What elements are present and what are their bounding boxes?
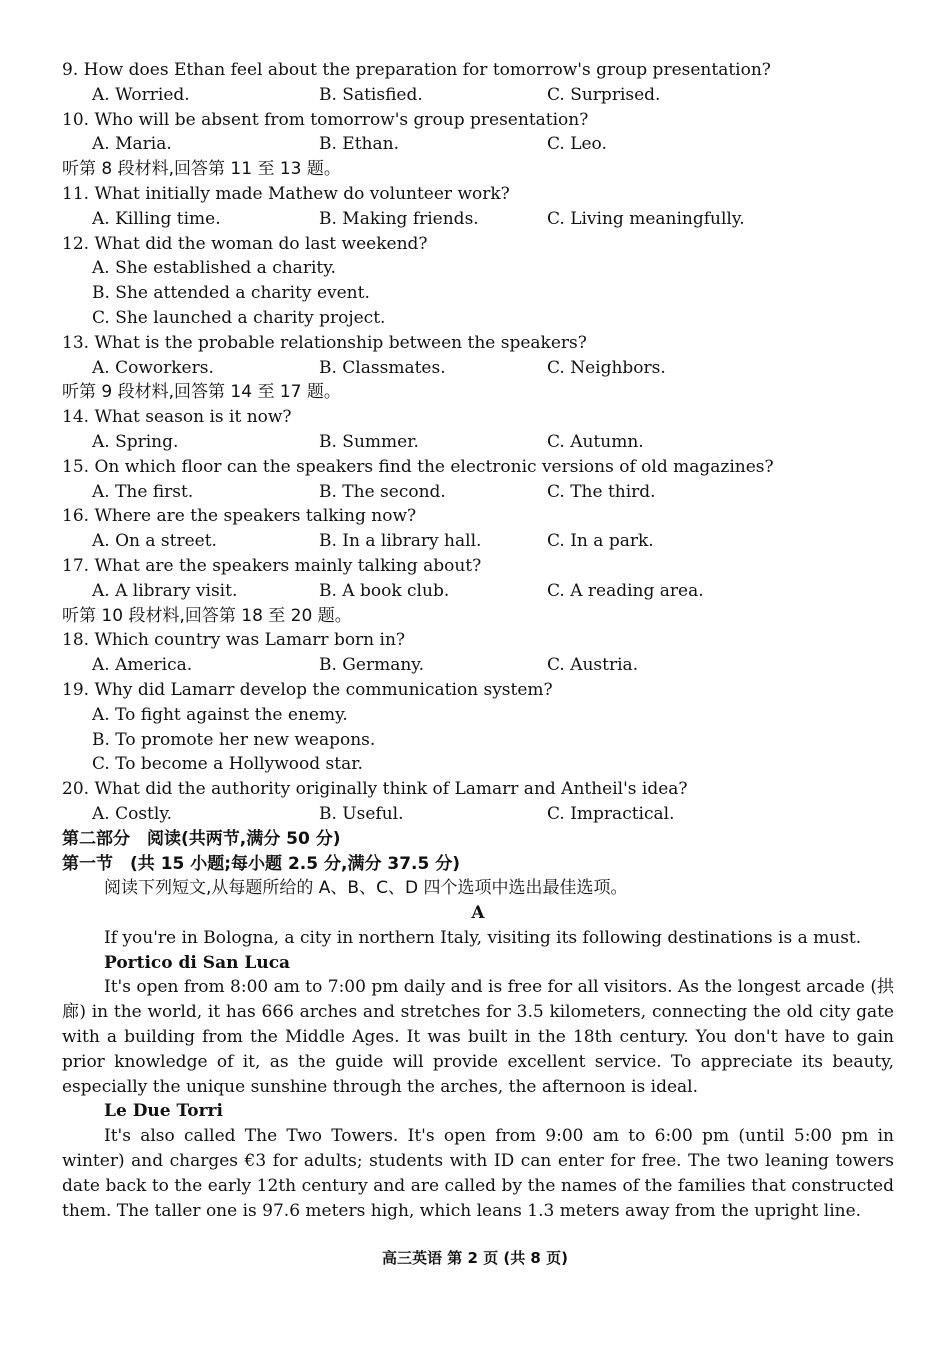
option-b: B. To promote her new weapons. — [92, 729, 376, 750]
passage-letter: A — [471, 903, 485, 924]
section-9-heading: 听第 9 段材料,回答第 14 至 17 题。 — [62, 382, 341, 403]
options-15 — [62, 480, 894, 505]
option-a: A. On a street. — [92, 531, 217, 552]
section1-title: 第一节 (共 15 小题;每小题 2.5 分,满分 37.5 分) — [62, 853, 461, 874]
option-c: C. Neighbors. — [547, 357, 666, 378]
option-b: B. Making friends. — [319, 208, 479, 229]
option-c: C. To become a Hollywood star. — [92, 754, 363, 775]
exam-page — [62, 58, 894, 1223]
option-a: A. Costly. — [92, 803, 173, 824]
option-c: C. Impractical. — [547, 803, 675, 824]
part2-title: 第二部分 阅读(共两节,满分 50 分) — [62, 828, 341, 849]
options-9 — [62, 83, 894, 108]
option-c: C. Leo. — [547, 134, 607, 155]
options-18 — [62, 653, 894, 678]
options-14 — [62, 430, 894, 455]
option-b: B. A book club. — [319, 580, 450, 601]
question-15: 15. On which floor can the speakers find the electronic versions of old magazines? — [62, 456, 774, 477]
options-11 — [62, 207, 894, 232]
option-a: A. Worried. — [92, 84, 190, 105]
question-12: 12. What did the woman do last weekend? — [62, 233, 428, 254]
question-18: 18. Which country was Lamarr born in? — [62, 630, 406, 651]
section-8-heading: 听第 8 段材料,回答第 11 至 13 题。 — [62, 159, 341, 180]
option-b: B. Useful. — [319, 803, 404, 824]
option-c: C. In a park. — [547, 531, 654, 552]
option-a: A. Killing time. — [92, 208, 221, 229]
option-a: A. The first. — [92, 481, 194, 502]
option-b: B. Germany. — [319, 655, 425, 676]
question-9: 9. How does Ethan feel about the preparation for tomorrow's group presentation? — [62, 60, 771, 80]
option-a: A. Coworkers. — [92, 357, 214, 378]
options-13 — [62, 356, 894, 381]
option-b: B. The second. — [319, 481, 446, 502]
options-17 — [62, 579, 894, 604]
option-b: B. Summer. — [319, 431, 419, 452]
question-14: 14. What season is it now? — [62, 407, 292, 428]
option-a: A. Spring. — [92, 431, 179, 452]
option-c: C. Living meaningfully. — [547, 208, 745, 229]
question-11: 11. What initially made Mathew do volunteer work? — [62, 183, 510, 204]
option-c: C. The third. — [547, 481, 656, 502]
option-c: C. Surprised. — [547, 84, 661, 105]
option-c: C. She launched a charity project. — [92, 307, 386, 328]
option-b: B. Satisfied. — [319, 84, 423, 105]
question-19: 19. Why did Lamarr develop the communication system? — [62, 679, 553, 700]
option-b: B. Ethan. — [319, 134, 399, 155]
question-20: 20. What did the authority originally think of Lamarr and Antheil's idea? — [62, 779, 688, 800]
passage-intro: If you're in Bologna, a city in northern Italy, visiting its following destinations is a must. — [104, 927, 862, 948]
question-16: 16. Where are the speakers talking now? — [62, 506, 417, 527]
section-10-heading: 听第 10 段材料,回答第 18 至 20 题。 — [62, 605, 352, 626]
reading-instruction: 阅读下列短文,从每题所给的 A、B、C、D 四个选项中选出最佳选项。 — [104, 878, 628, 899]
option-b: B. She attended a charity event. — [92, 283, 370, 304]
option-b: B. In a library hall. — [319, 531, 482, 552]
option-b: B. Classmates. — [319, 357, 446, 378]
options-16 — [62, 529, 894, 554]
question-13: 13. What is the probable relationship between the speakers? — [62, 332, 587, 353]
option-a: A. America. — [92, 655, 193, 676]
question-17: 17. What are the speakers mainly talking about? — [62, 555, 482, 576]
page-footer: 高三英语 第 2 页 (共 8 页) — [382, 1249, 568, 1267]
option-a: A. To fight against the enemy. — [92, 704, 348, 725]
option-c: C. A reading area. — [547, 580, 704, 601]
options-20 — [62, 802, 894, 827]
place2-heading: Le Due Torri — [104, 1101, 223, 1122]
place1-heading: Portico di San Luca — [104, 952, 291, 973]
place2-paragraph: It's also called The Two Towers. It's open from 9:00 am to 6:00 pm (until 5:00 pm in winter) and charges €3 for adults; students with ID can enter for free. The two leaning towers date back to the early 12th century and are called by the names of the families that constructed them. The taller one is 97.6 meters high, which leans 1.3 meters away from the upright line. — [62, 1126, 894, 1221]
option-a: A. A library visit. — [92, 580, 238, 601]
option-c: C. Autumn. — [547, 431, 644, 452]
option-c: C. Austria. — [547, 655, 639, 676]
place1-paragraph: It's open from 8:00 am to 7:00 pm daily and is free for all visitors. As the longest arcade (拱廊) in the world, it has 666 arches and stretches for 3.5 kilometers, connecting the old city gate with a building from the Middle Ages. It was built in the 18th century. You don't have to gain prior knowledge of it, as the guide will provide excellent service. To appreciate its beauty, especially the unique sunshine through the arches, the afternoon is ideal. — [62, 977, 894, 1097]
options-10 — [62, 132, 894, 157]
question-10: 10. Who will be absent from tomorrow's group presentation? — [62, 109, 589, 130]
option-a: A. Maria. — [92, 134, 172, 155]
option-a: A. She established a charity. — [92, 258, 336, 279]
